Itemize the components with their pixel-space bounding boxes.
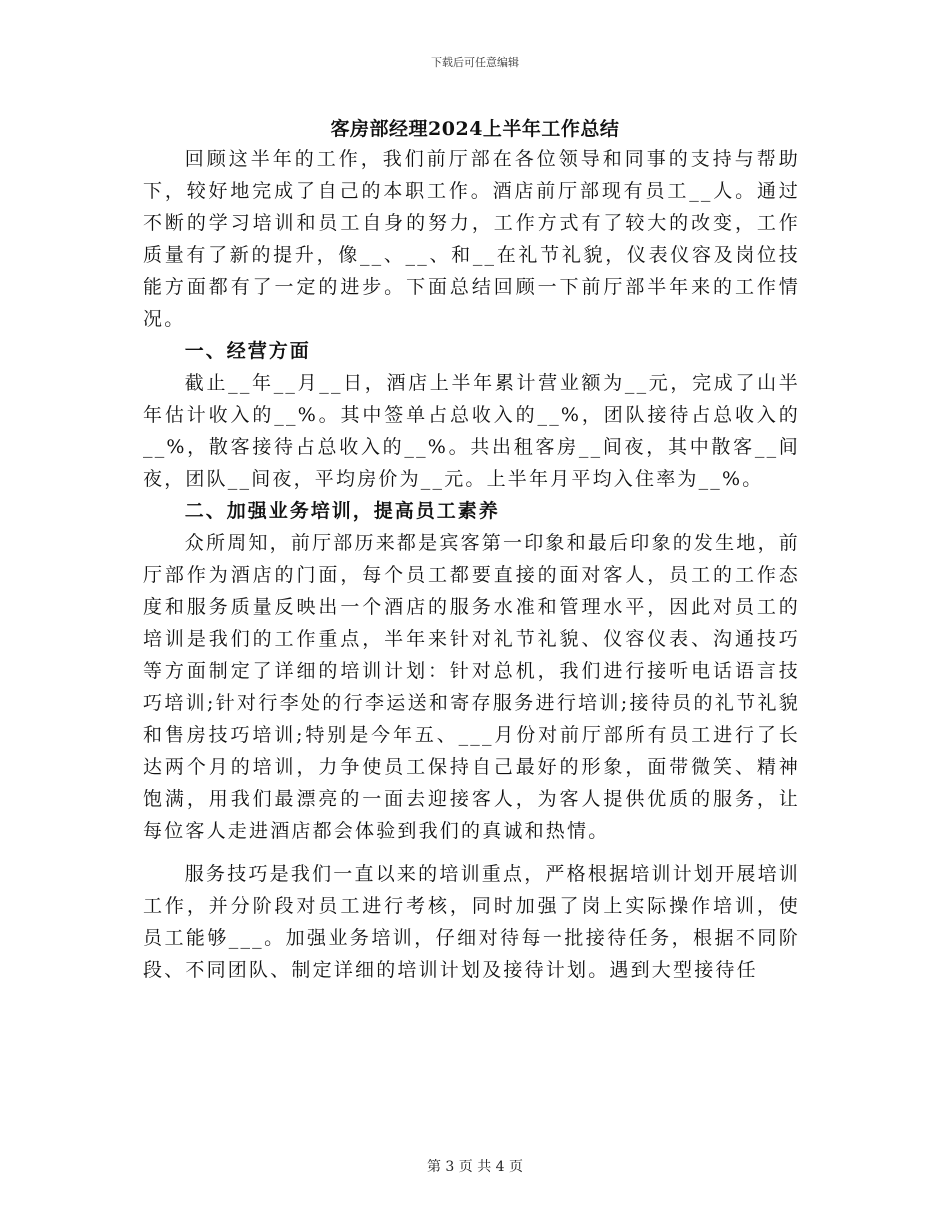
page-header-note: 下载后可任意编辑 xyxy=(431,56,519,69)
section-heading-operations: 一、经营方面 xyxy=(184,340,311,362)
document-title: 客房部经理2024上半年工作总结 xyxy=(330,118,620,140)
section-heading-training: 二、加强业务培训，提高员工素养 xyxy=(184,500,500,522)
operations-paragraph: 截止__年__月__日，酒店上半年累计营业额为__元，完成了山半年估计收入的__%。其中签单占总收入的__%，团队接待占总收入的__%，散客接待占总收入的__%。共出租客房__间夜，其中散客__间夜，团队__间夜，平均房价为__元。上半年月平均入住率为__%。 xyxy=(143,372,800,490)
intro-paragraph: 回顾这半年的工作，我们前厅部在各位领导和同事的支持与帮助下，较好地完成了自己的本职工作。酒店前厅部现有员工__人。通过不断的学习培训和员工自身的努力，工作方式有了较大的改变，工作质量有了新的提升，像__、__、和__在礼节礼貌，仪表仪容及岗位技能方面都有了一定的进步。下面总结回顾一下前厅部半年来的工作情况。 xyxy=(143,148,800,330)
document-body xyxy=(143,143,800,986)
training-paragraph-2: 服务技巧是我们一直以来的培训重点，严格根据培训计划开展培训工作，并分阶段对员工进行考核，同时加强了岗上实际操作培训，使员工能够___。加强业务培训，仔细对待每一批接待任务，根据不同阶段、不同团队、制定详细的培训计划及接待计划。遇到大型接待任 xyxy=(143,863,800,981)
training-paragraph-1: 众所周知，前厅部历来都是宾客第一印象和最后印象的发生地，前厅部作为酒店的门面，每个员工都要直接的面对客人，员工的工作态度和服务质量反映出一个酒店的服务水准和管理水平，因此对员工的培训是我们的工作重点，半年来针对礼节礼貌、仪容仪表、沟通技巧等方面制定了详细的培训计划：针对总机，我们进行接听电话语言技巧培训;针对行李处的行李运送和寄存服务进行培训;接待员的礼节礼貌和售房技巧培训;特别是今年五、___月份对前厅部所有员工进行了长达两个月的培训，力争使员工保持自己最好的形象，面带微笑、精神饱满，用我们最漂亮的一面去迎接客人，为客人提供优质的服务，让每位客人走进酒店都会体验到我们的真诚和热情。 xyxy=(143,532,800,842)
page-number: 第 3 页 共 4 页 xyxy=(426,1159,524,1175)
paragraph-spacer xyxy=(143,847,800,858)
